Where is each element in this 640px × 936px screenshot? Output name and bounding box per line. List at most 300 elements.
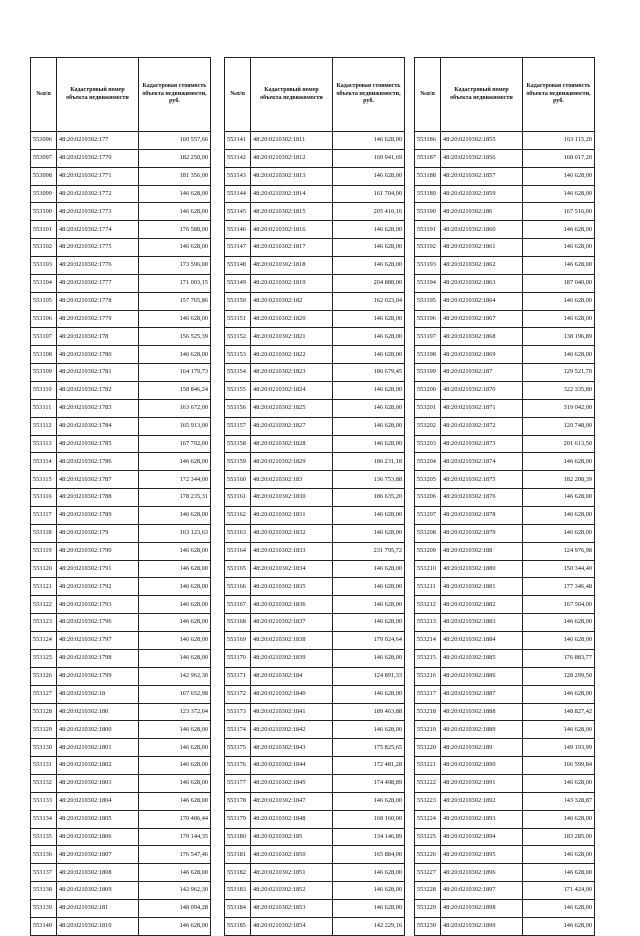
- cadastral-value: 173 596,00: [139, 257, 211, 275]
- cadastral-value: 171 003,15: [139, 274, 211, 292]
- table-row: [415, 774, 595, 792]
- cadastral-value: 146 628,00: [139, 739, 211, 757]
- cadastral-number: 48:20:0210302:1884: [441, 632, 523, 650]
- row-number: 553172: [225, 685, 251, 703]
- table-row: [31, 292, 211, 310]
- table-row: [225, 882, 405, 900]
- table-row: [415, 667, 595, 685]
- cadastral-number: 48:20:0210302:1790: [57, 542, 139, 560]
- cadastral-value: 146 628,00: [139, 917, 211, 935]
- cadastral-value: 134 146,89: [333, 828, 405, 846]
- cadastral-number: 48:20:0210302:1832: [251, 524, 333, 542]
- table-row: [225, 453, 405, 471]
- cadastral-number: 48:20:0210302:1899: [441, 917, 523, 935]
- table-row: [415, 739, 595, 757]
- cadastral-value: 176 547,46: [139, 846, 211, 864]
- row-number: 553134: [31, 810, 57, 828]
- table-row: [31, 917, 211, 935]
- cadastral-value: 146 628,00: [523, 346, 595, 364]
- table-row: [415, 685, 595, 703]
- cadastral-number: 48:20:0210302:1810: [57, 917, 139, 935]
- row-number: 553190: [415, 203, 441, 221]
- cadastral-number: 48:20:0210302:1890: [441, 757, 523, 775]
- cadastral-value: 168 017,20: [523, 149, 595, 167]
- row-number: 553198: [415, 346, 441, 364]
- row-number: 553143: [225, 167, 251, 185]
- table-row: [225, 899, 405, 917]
- row-number: 553197: [415, 328, 441, 346]
- table-row: [415, 257, 595, 275]
- header-cadastral-value: Кадастровая стоимость объекта недвижимости, руб.: [139, 58, 211, 132]
- table-row: [415, 578, 595, 596]
- table-row: [31, 757, 211, 775]
- table-row: [31, 274, 211, 292]
- table-row: [415, 489, 595, 507]
- cadastral-value: 186 635,20: [333, 489, 405, 507]
- cadastral-value: 146 628,00: [333, 560, 405, 578]
- cadastral-number: 48:20:0210302:1786: [57, 453, 139, 471]
- cadastral-number: 48:20:0210302:1796: [57, 614, 139, 632]
- row-number: 553162: [225, 507, 251, 525]
- row-number: 553123: [31, 614, 57, 632]
- cadastral-number: 48:20:0210302:1827: [251, 417, 333, 435]
- cadastral-value: 146 628,00: [139, 792, 211, 810]
- cadastral-value: 146 628,00: [523, 524, 595, 542]
- table-row: [225, 757, 405, 775]
- cadastral-value: 129 521,70: [523, 364, 595, 382]
- cadastral-number: 48:20:0210302:1897: [441, 882, 523, 900]
- row-number: 553128: [31, 703, 57, 721]
- table-row: [225, 328, 405, 346]
- table-row: [415, 507, 595, 525]
- table-row: [31, 667, 211, 685]
- table-row: [31, 399, 211, 417]
- cadastral-value: 156 525,39: [139, 328, 211, 346]
- row-number: 553097: [31, 149, 57, 167]
- row-number: 553200: [415, 382, 441, 400]
- cadastral-number: 48:20:0210302:1820: [251, 310, 333, 328]
- cadastral-table-1: [30, 57, 211, 936]
- cadastral-value: 146 628,00: [139, 453, 211, 471]
- row-number: 553204: [415, 453, 441, 471]
- table-row: [225, 364, 405, 382]
- row-number: 553213: [415, 614, 441, 632]
- header-cadastral-value: Кадастровая стоимость объекта недвижимости, руб.: [523, 58, 595, 132]
- cadastral-number: 48:20:0210302:1854: [251, 917, 333, 935]
- cadastral-number: 48:20:0210302:1861: [441, 239, 523, 257]
- table-row: [225, 739, 405, 757]
- cadastral-number: 48:20:0210302:180: [57, 703, 139, 721]
- cadastral-number: 48:20:0210302:1860: [441, 221, 523, 239]
- cadastral-value: 163 115,20: [523, 132, 595, 150]
- cadastral-value: 178 235,31: [139, 489, 211, 507]
- cadastral-number: 48:20:0210302:1789: [57, 507, 139, 525]
- row-number: 553127: [31, 685, 57, 703]
- row-number: 553108: [31, 346, 57, 364]
- row-number: 553222: [415, 774, 441, 792]
- table-row: [31, 882, 211, 900]
- row-number: 553193: [415, 257, 441, 275]
- table-row: [225, 846, 405, 864]
- cadastral-number: 48:20:0210302:1883: [441, 614, 523, 632]
- cadastral-value: 148 094,28: [139, 899, 211, 917]
- cadastral-value: 143 328,87: [523, 792, 595, 810]
- row-number: 553101: [31, 221, 57, 239]
- table-row: [31, 810, 211, 828]
- table-row: [225, 632, 405, 650]
- row-number: 553166: [225, 578, 251, 596]
- cadastral-value: 174 498,89: [333, 774, 405, 792]
- cadastral-number: 48:20:0210302:1872: [441, 417, 523, 435]
- row-number: 553105: [31, 292, 57, 310]
- cadastral-value: 146 628,00: [333, 221, 405, 239]
- row-number: 553159: [225, 453, 251, 471]
- cadastral-value: 150 344,40: [523, 560, 595, 578]
- cadastral-number: 48:20:0210302:1848: [251, 810, 333, 828]
- row-number: 553188: [415, 167, 441, 185]
- table-row: [415, 471, 595, 489]
- row-number: 553121: [31, 578, 57, 596]
- cadastral-value: 146 628,00: [139, 721, 211, 739]
- cadastral-number: 48:20:0210302:1799: [57, 667, 139, 685]
- table-row: [415, 364, 595, 382]
- row-number: 553147: [225, 239, 251, 257]
- row-number: 553145: [225, 203, 251, 221]
- table-row: [31, 649, 211, 667]
- cadastral-value: 146 628,00: [139, 542, 211, 560]
- row-number: 553183: [225, 882, 251, 900]
- cadastral-number: 48:20:0210302:1885: [441, 649, 523, 667]
- cadastral-value: 170 406,44: [139, 810, 211, 828]
- cadastral-value: 146 628,00: [523, 489, 595, 507]
- row-number: 553100: [31, 203, 57, 221]
- row-number: 553157: [225, 417, 251, 435]
- cadastral-number: 48:20:0210302:184: [251, 667, 333, 685]
- row-number: 553138: [31, 882, 57, 900]
- row-number: 553205: [415, 471, 441, 489]
- cadastral-value: 322 335,80: [523, 382, 595, 400]
- table-row: [415, 435, 595, 453]
- table-row: [225, 542, 405, 560]
- row-number: 553126: [31, 667, 57, 685]
- table-row: [225, 828, 405, 846]
- cadastral-value: 146 628,00: [523, 257, 595, 275]
- cadastral-value: 146 628,00: [139, 239, 211, 257]
- cadastral-value: 146 628,00: [333, 524, 405, 542]
- row-number: 553214: [415, 632, 441, 650]
- cadastral-number: 48:20:0210302:183: [251, 471, 333, 489]
- row-number: 553150: [225, 292, 251, 310]
- cadastral-value: 204 888,00: [333, 274, 405, 292]
- cadastral-number: 48:20:0210302:1853: [251, 899, 333, 917]
- row-number: 553142: [225, 149, 251, 167]
- cadastral-value: 181 356,00: [139, 167, 211, 185]
- table-row: [415, 632, 595, 650]
- cadastral-number: 48:20:0210302:1771: [57, 167, 139, 185]
- row-number: 553107: [31, 328, 57, 346]
- row-number: 553148: [225, 257, 251, 275]
- cadastral-value: 161 704,00: [333, 185, 405, 203]
- cadastral-number: 48:20:0210302:1824: [251, 382, 333, 400]
- cadastral-value: 146 628,00: [139, 632, 211, 650]
- row-number: 553114: [31, 453, 57, 471]
- table-row: [31, 346, 211, 364]
- table-row: [225, 382, 405, 400]
- table-row: [225, 774, 405, 792]
- cadastral-value: 179 024,64: [333, 632, 405, 650]
- cadastral-value: 201 613,50: [523, 435, 595, 453]
- cadastral-number: 48:20:0210302:1840: [251, 685, 333, 703]
- cadastral-value: 167 516,00: [523, 203, 595, 221]
- cadastral-value: 186 231,18: [333, 453, 405, 471]
- cadastral-number: 48:20:0210302:1843: [251, 739, 333, 757]
- table-row: [225, 471, 405, 489]
- table-row: [31, 239, 211, 257]
- table-row: [225, 578, 405, 596]
- cadastral-number: 48:20:0210302:1847: [251, 792, 333, 810]
- table-row: [31, 774, 211, 792]
- row-number: 553106: [31, 310, 57, 328]
- cadastral-value: 146 628,00: [139, 596, 211, 614]
- cadastral-number: 48:20:0210302:1800: [57, 721, 139, 739]
- row-number: 553182: [225, 864, 251, 882]
- row-number: 553117: [31, 507, 57, 525]
- cadastral-value: 172 344,00: [139, 471, 211, 489]
- row-number: 553151: [225, 310, 251, 328]
- row-number: 553118: [31, 524, 57, 542]
- table-row: [31, 721, 211, 739]
- table-row: [225, 167, 405, 185]
- cadastral-value: 146 628,00: [523, 810, 595, 828]
- cadastral-number: 48:20:0210302:1814: [251, 185, 333, 203]
- cadastral-value: 166 599,84: [523, 757, 595, 775]
- cadastral-value: 146 628,00: [333, 132, 405, 150]
- table-row: [31, 185, 211, 203]
- cadastral-value: 205 416,16: [333, 203, 405, 221]
- cadastral-number: 48:20:0210302:182: [251, 292, 333, 310]
- row-number: 553153: [225, 346, 251, 364]
- table-header-row: [31, 58, 211, 132]
- table-row: [225, 292, 405, 310]
- table-row: [415, 721, 595, 739]
- row-number: 553192: [415, 239, 441, 257]
- cadastral-number: 48:20:0210302:1859: [441, 185, 523, 203]
- row-number: 553109: [31, 364, 57, 382]
- cadastral-number: 48:20:0210302:1822: [251, 346, 333, 364]
- cadastral-number: 48:20:0210302:1886: [441, 667, 523, 685]
- cadastral-number: 48:20:0210302:1837: [251, 614, 333, 632]
- table-row: [225, 524, 405, 542]
- row-number: 553129: [31, 721, 57, 739]
- cadastral-number: 48:20:0210302:1776: [57, 257, 139, 275]
- table-row: [225, 185, 405, 203]
- cadastral-number: 48:20:0210302:1878: [441, 507, 523, 525]
- table-row: [415, 221, 595, 239]
- cadastral-number: 48:20:0210302:1842: [251, 721, 333, 739]
- row-number: 553099: [31, 185, 57, 203]
- cadastral-number: 48:20:0210302:1898: [441, 899, 523, 917]
- table-row: [415, 810, 595, 828]
- row-number: 553185: [225, 917, 251, 935]
- table-row: [225, 257, 405, 275]
- row-number: 553135: [31, 828, 57, 846]
- cadastral-value: 157 765,86: [139, 292, 211, 310]
- cadastral-value: 146 628,00: [333, 382, 405, 400]
- cadastral-number: 48:20:0210302:179: [57, 524, 139, 542]
- table-row: [225, 864, 405, 882]
- row-number: 553103: [31, 257, 57, 275]
- table-row: [225, 721, 405, 739]
- table-row: [225, 917, 405, 935]
- row-number: 553177: [225, 774, 251, 792]
- cadastral-value: 142 962,30: [139, 882, 211, 900]
- table-row: [31, 524, 211, 542]
- cadastral-value: 146 628,00: [333, 435, 405, 453]
- row-number: 553181: [225, 846, 251, 864]
- row-number: 553169: [225, 632, 251, 650]
- cadastral-number: 48:20:0210302:1829: [251, 453, 333, 471]
- table-row: [415, 846, 595, 864]
- header-num: №п/п: [415, 58, 441, 132]
- cadastral-value: 146 628,00: [523, 239, 595, 257]
- cadastral-number: 48:20:0210302:1871: [441, 399, 523, 417]
- cadastral-number: 48:20:0210302:1891: [441, 774, 523, 792]
- cadastral-value: 146 628,00: [333, 257, 405, 275]
- cadastral-value: 186 679,45: [333, 364, 405, 382]
- row-number: 553122: [31, 596, 57, 614]
- row-number: 553176: [225, 757, 251, 775]
- cadastral-number: 48:20:0210302:1839: [251, 649, 333, 667]
- cadastral-number: 48:20:0210302:1773: [57, 203, 139, 221]
- table-row: [31, 632, 211, 650]
- cadastral-number: 48:20:0210302:1806: [57, 828, 139, 846]
- table-row: [415, 757, 595, 775]
- cadastral-value: 146 628,00: [523, 453, 595, 471]
- row-number: 553144: [225, 185, 251, 203]
- cadastral-value: 146 628,00: [523, 899, 595, 917]
- row-number: 553180: [225, 828, 251, 846]
- cadastral-value: 146 628,00: [523, 221, 595, 239]
- cadastral-value: 179 144,35: [139, 828, 211, 846]
- cadastral-value: 146 628,00: [333, 417, 405, 435]
- row-number: 553120: [31, 560, 57, 578]
- cadastral-value: 124 891,33: [333, 667, 405, 685]
- table-row: [31, 257, 211, 275]
- cadastral-value: 167 652,98: [139, 685, 211, 703]
- cadastral-number: 48:20:0210302:1803: [57, 774, 139, 792]
- cadastral-number: 48:20:0210302:1815: [251, 203, 333, 221]
- table-row: [225, 685, 405, 703]
- table-row: [31, 792, 211, 810]
- cadastral-number: 48:20:0210302:1857: [441, 167, 523, 185]
- row-number: 553140: [31, 917, 57, 935]
- row-number: 553146: [225, 221, 251, 239]
- cadastral-number: 48:20:0210302:1879: [441, 524, 523, 542]
- cadastral-value: 142 962,30: [139, 667, 211, 685]
- cadastral-value: 146 628,00: [139, 310, 211, 328]
- row-number: 553210: [415, 560, 441, 578]
- cadastral-value: 146 628,00: [333, 399, 405, 417]
- cadastral-value: 165 884,00: [333, 846, 405, 864]
- cadastral-number: 48:20:0210302:1804: [57, 792, 139, 810]
- cadastral-number: 48:20:0210302:1782: [57, 382, 139, 400]
- table-row: [415, 524, 595, 542]
- header-cadastral-number: Кадастровый номер объекта недвижимости: [57, 58, 139, 132]
- cadastral-table-3: [414, 57, 595, 936]
- table-row: [31, 899, 211, 917]
- table-row: [415, 899, 595, 917]
- row-number: 553186: [415, 132, 441, 150]
- cadastral-number: 48:20:0210302:1784: [57, 417, 139, 435]
- cadastral-value: 167 504,00: [523, 596, 595, 614]
- table-row: [225, 614, 405, 632]
- row-number: 553220: [415, 739, 441, 757]
- row-number: 553196: [415, 310, 441, 328]
- table-row: [415, 346, 595, 364]
- table-row: [31, 471, 211, 489]
- row-number: 553137: [31, 864, 57, 882]
- cadastral-value: 120 748,00: [523, 417, 595, 435]
- row-number: 553171: [225, 667, 251, 685]
- cadastral-value: 146 628,00: [523, 864, 595, 882]
- cadastral-value: 146 628,00: [523, 292, 595, 310]
- cadastral-number: 48:20:0210302:1825: [251, 399, 333, 417]
- table-row: [225, 346, 405, 364]
- table-row: [31, 167, 211, 185]
- cadastral-value: 146 628,00: [333, 649, 405, 667]
- cadastral-value: 146 628,00: [139, 507, 211, 525]
- row-number: 553216: [415, 667, 441, 685]
- cadastral-value: 146 628,00: [333, 685, 405, 703]
- table-row: [31, 489, 211, 507]
- table-row: [415, 292, 595, 310]
- cadastral-value: 146 628,00: [523, 846, 595, 864]
- header-cadastral-number: Кадастровый номер объекта недвижимости: [441, 58, 523, 132]
- cadastral-number: 48:20:0210302:1856: [441, 149, 523, 167]
- cadastral-value: 146 628,00: [139, 578, 211, 596]
- table-row: [31, 596, 211, 614]
- cadastral-value: 146 628,00: [523, 721, 595, 739]
- table-row: [31, 203, 211, 221]
- cadastral-value: 146 628,00: [523, 685, 595, 703]
- row-number: 553219: [415, 721, 441, 739]
- cadastral-number: 48:20:0210302:1868: [441, 328, 523, 346]
- cadastral-number: 48:20:0210302:1823: [251, 364, 333, 382]
- row-number: 553208: [415, 524, 441, 542]
- row-number: 553152: [225, 328, 251, 346]
- table-row: [415, 203, 595, 221]
- table-row: [225, 489, 405, 507]
- cadastral-number: 48:20:0210302:185: [251, 828, 333, 846]
- row-number: 553119: [31, 542, 57, 560]
- row-number: 553155: [225, 382, 251, 400]
- row-number: 553221: [415, 757, 441, 775]
- cadastral-value: 146 628,00: [333, 882, 405, 900]
- row-number: 553225: [415, 828, 441, 846]
- table-row: [415, 310, 595, 328]
- table-row: [225, 399, 405, 417]
- cadastral-number: 48:20:0210302:1797: [57, 632, 139, 650]
- table-row: [415, 453, 595, 471]
- cadastral-value: 319 042,00: [523, 399, 595, 417]
- cadastral-value: 164 179,73: [139, 364, 211, 382]
- cadastral-number: 48:20:0210302:1818: [251, 257, 333, 275]
- cadastral-number: 48:20:0210302:187: [441, 364, 523, 382]
- cadastral-number: 48:20:0210302:1812: [251, 149, 333, 167]
- row-number: 553203: [415, 435, 441, 453]
- cadastral-number: 48:20:0210302:1805: [57, 810, 139, 828]
- row-number: 553206: [415, 489, 441, 507]
